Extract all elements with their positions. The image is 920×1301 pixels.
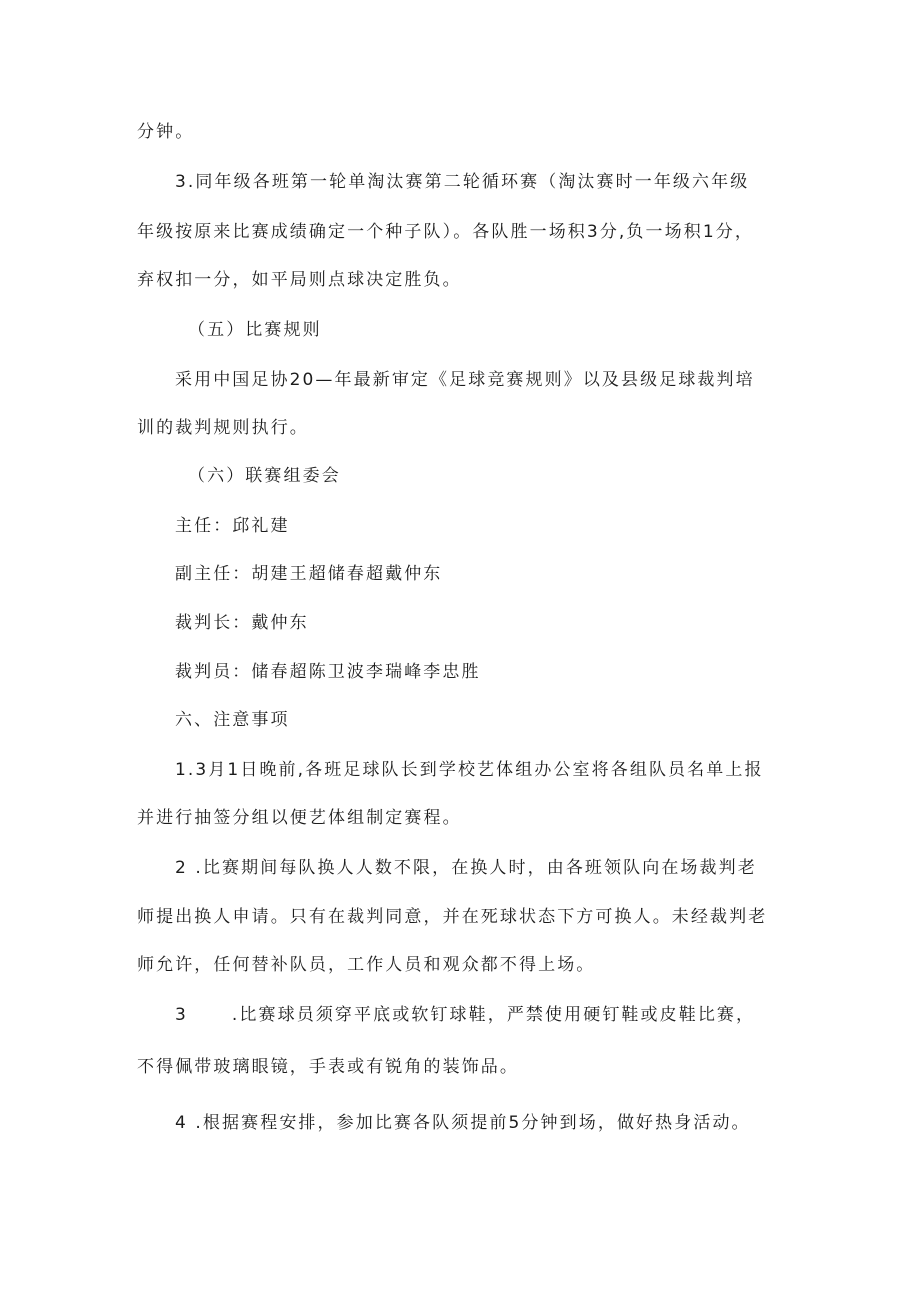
paragraph-line: 弃权扣一分，如平局则点球决定胜负。 [137, 270, 462, 290]
paragraph-line: 并进行抽签分组以便艺体组制定赛程。 [137, 808, 462, 828]
paragraph-line: 师允许，任何替补队员，工作人员和观众都不得上场。 [137, 955, 596, 975]
paragraph-line: 师提出换人申请。只有在裁判同意，并在死球状态下方可换人。未经裁判老 [137, 907, 768, 927]
item-number: 3 [175, 1005, 188, 1025]
paragraph-line: 训的裁判规则执行。 [137, 418, 309, 438]
committee-chief-referee: 裁判长：戴仲东 [175, 613, 309, 633]
paragraph-line: 采用中国足协20—年最新审定《足球竞赛规则》以及县级足球裁判培 [175, 370, 755, 390]
committee-deputy-directors: 副主任：胡建王超储春超戴仲东 [175, 564, 443, 584]
paragraph-line [175, 1003, 755, 1027]
paragraph-line: 分钟。 [137, 122, 195, 142]
paragraph-line: 4 .根据赛程安排，参加比赛各队须提前5分钟到场，做好热身活动。 [175, 1113, 751, 1133]
section-heading: 六、注意事项 [175, 710, 290, 730]
paragraph-line: 年级按原来比赛成绩确定一个种子队）。各队胜一场积3分,负一场积1分， [137, 222, 754, 242]
section-heading: （六）联赛组委会 [188, 466, 341, 486]
paragraph-line: 不得佩带玻璃眼镜，手表或有锐角的装饰品。 [137, 1057, 519, 1077]
item-text: .比赛球员须穿平底或软钉球鞋，严禁使用硬钉鞋或皮鞋比赛， [231, 1005, 756, 1025]
committee-director: 主任：邱礼建 [175, 516, 290, 536]
committee-referees: 裁判员：储春超陈卫波李瑞峰李忠胜 [175, 662, 481, 682]
paragraph-line: 1.3月1日晚前,各班足球队长到学校艺体组办公室将各组队员名单上报 [175, 760, 764, 780]
paragraph-line: 3.同年级各班第一轮单淘汰赛第二轮循环赛（淘汰赛时一年级六年级 [175, 172, 750, 192]
section-heading: （五）比赛规则 [188, 320, 322, 340]
paragraph-line: 2 .比赛期间每队换人人数不限，在换人时，由各班领队向在场裁判老 [175, 858, 757, 878]
